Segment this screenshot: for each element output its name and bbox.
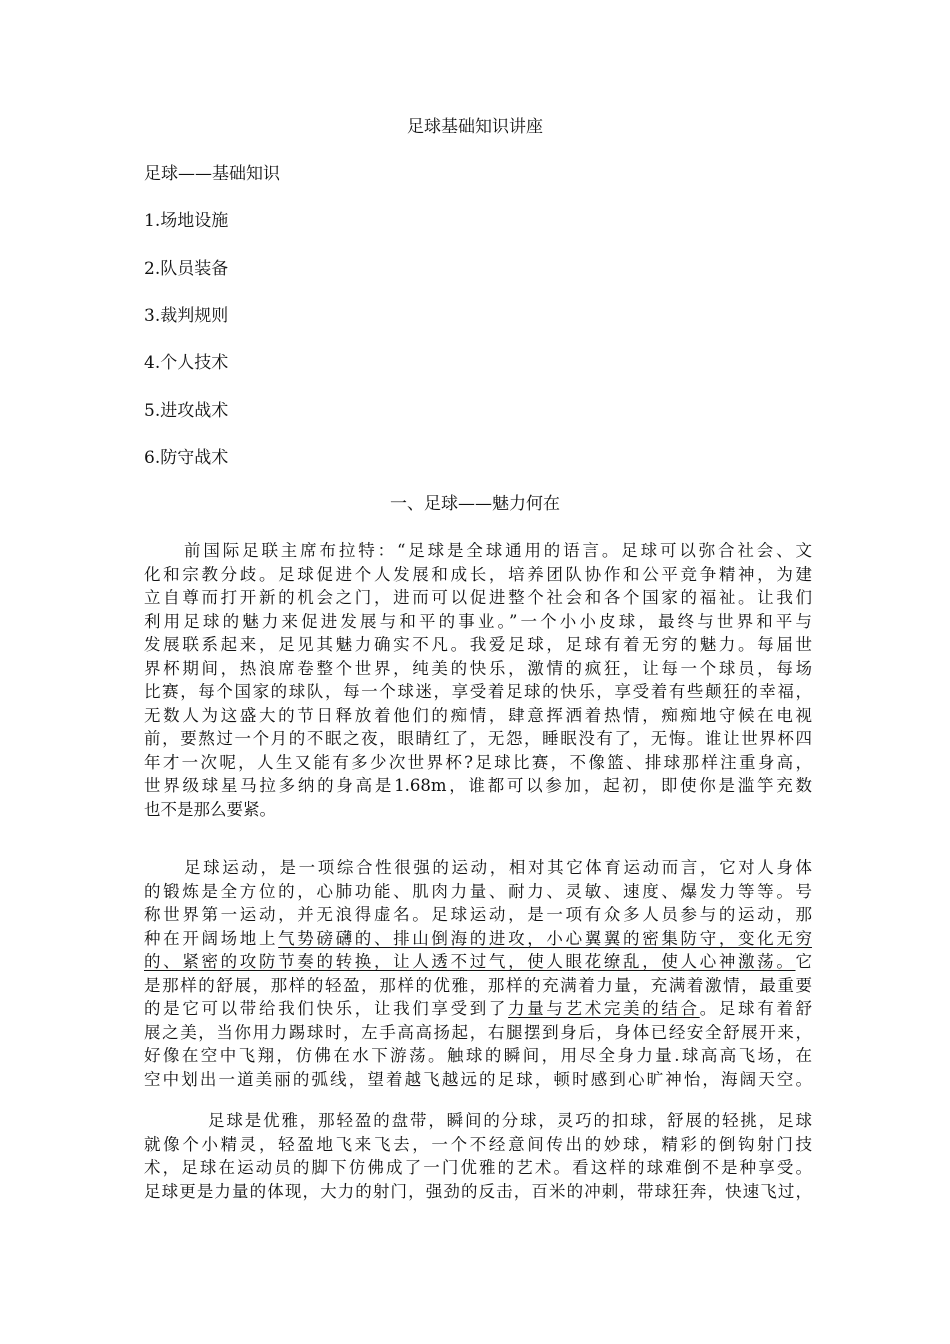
toc-item: 1.场地设施 bbox=[144, 211, 229, 231]
toc-item: 2.队员装备 bbox=[144, 259, 229, 279]
toc-item: 3.裁判规则 bbox=[144, 306, 229, 326]
toc-item: 5.进攻战术 bbox=[144, 401, 229, 421]
section-heading: 一、足球——魅力何在 bbox=[390, 494, 560, 514]
text-line: 术，足球在运动员的脚下仿佛成了一门优雅的艺术。看这样的球难倒不是种享受。 bbox=[144, 1158, 812, 1177]
text-line: 是那样的舒展，那样的轻盈，那样的优雅，那样的充满着力量，充满着激情，最重要 bbox=[144, 975, 812, 995]
text-line: 前，要熬过一个月的不眠之夜，眼睛红了，无怨，睡眠没有了，无悔。谁让世界杯四 bbox=[144, 729, 812, 748]
text-line: 利用足球的魅力来促进发展与和平的事业。”一个小小皮球，最终与世界和平与 bbox=[144, 611, 812, 631]
document-title: 足球基础知识讲座 bbox=[407, 117, 543, 137]
text-line: 发展联系起来，足见其魅力确实不凡。我爱足球，足球有着无穷的魅力。每届世 bbox=[144, 635, 812, 654]
text-line: 也不是那么要紧。 bbox=[144, 799, 276, 819]
text-line: 比赛，每个国家的球队，每一个球迷，享受着足球的快乐，享受着有些颠狂的幸福， bbox=[144, 682, 812, 701]
underlined-text: 气势磅礴的、排山倒海的进攻，小心翼翼的密集防守，变化无穷 bbox=[278, 928, 812, 948]
text-line: 就像个小精灵，轻盈地飞来飞去，一个不经意间传出的妙球，精彩的倒钩射门技 bbox=[144, 1134, 812, 1154]
text-line bbox=[144, 950, 812, 974]
text-line: 无数人为这盛大的节日释放着他们的痴情，肆意挥洒着热情，痴痴地守候在电视 bbox=[144, 705, 812, 725]
underlined-text: 的、紧密的攻防节奏的转换，让人透不过气，使人眼花缭乱，使人心神激荡。 bbox=[144, 952, 796, 971]
text-line: 足球更是力量的体现，大力的射门，强劲的反击，百米的冲刺，带球狂奔，快速飞过， bbox=[144, 1181, 812, 1201]
text-line bbox=[144, 927, 812, 951]
toc-item: 6.防守战术 bbox=[144, 448, 229, 468]
text-line bbox=[144, 997, 812, 1021]
text-line: 好像在空中飞翔，仿佛在水下游荡。触球的瞬间，用尽全身力量.球高高飞场，在 bbox=[144, 1046, 812, 1065]
text-line: 足球运动，是一项综合性很强的运动，相对其它体育运动而言，它对人身体 bbox=[184, 858, 812, 877]
paragraph-2 bbox=[144, 856, 812, 1091]
text-line: 展之美，当你用力踢球时，左手高高扬起，右腿摆到身后，身体已经安全舒展开来， bbox=[144, 1022, 812, 1042]
text-segment: 种在开阔场地上 bbox=[144, 928, 279, 948]
paragraph-1 bbox=[144, 539, 812, 821]
text-line: 年才一次呢，人生又能有多少次世界杯?足球比赛，不像篮、排球那样注重身高， bbox=[144, 752, 812, 772]
text-line: 立自尊而打开新的机会之门，进而可以促进整个社会和各个国家的福祉。让我们 bbox=[144, 588, 812, 607]
text-line: 的锻炼是全方位的，心肺功能、肌肉力量、耐力、灵敏、速度、爆发力等等。号 bbox=[144, 881, 812, 901]
document-subtitle: 足球——基础知识 bbox=[144, 164, 280, 184]
text-line: 空中划出一道美丽的弧线，望着越飞越远的足球，顿时感到心旷神怡，海阔天空。 bbox=[144, 1069, 812, 1089]
text-segment: 。足球有着舒 bbox=[699, 999, 812, 1018]
underlined-text: 力量与艺术完美的结合 bbox=[508, 999, 700, 1018]
text-line: 世界级球星马拉多纳的身高是1.68m，谁都可以参加，起初，即使你是滥竽充数 bbox=[144, 776, 812, 795]
text-line: 前国际足联主席布拉特：“足球是全球通用的语言。足球可以弥合社会、文 bbox=[184, 541, 812, 560]
text-line: 界杯期间，热浪席卷整个世界，纯美的快乐，激情的疯狂，让每一个球员，每场 bbox=[144, 658, 812, 678]
text-line: 足球是优雅，那轻盈的盘带，瞬间的分球，灵巧的扣球，舒展的轻挑，足球 bbox=[208, 1111, 812, 1130]
text-line: 称世界第一运动，并无浪得虚名。足球运动，是一项有众多人员参与的运动，那 bbox=[144, 905, 812, 924]
toc-item: 4.个人技术 bbox=[144, 353, 229, 373]
text-segment: 的是它可以带给我们快乐，让我们享受到了 bbox=[144, 999, 509, 1018]
text-line: 化和宗教分歧。足球促进个人发展和成长，培养团队协作和公平竞争精神，为建 bbox=[144, 564, 812, 584]
text-segment: 它 bbox=[795, 952, 812, 971]
paragraph-3 bbox=[144, 1109, 812, 1203]
